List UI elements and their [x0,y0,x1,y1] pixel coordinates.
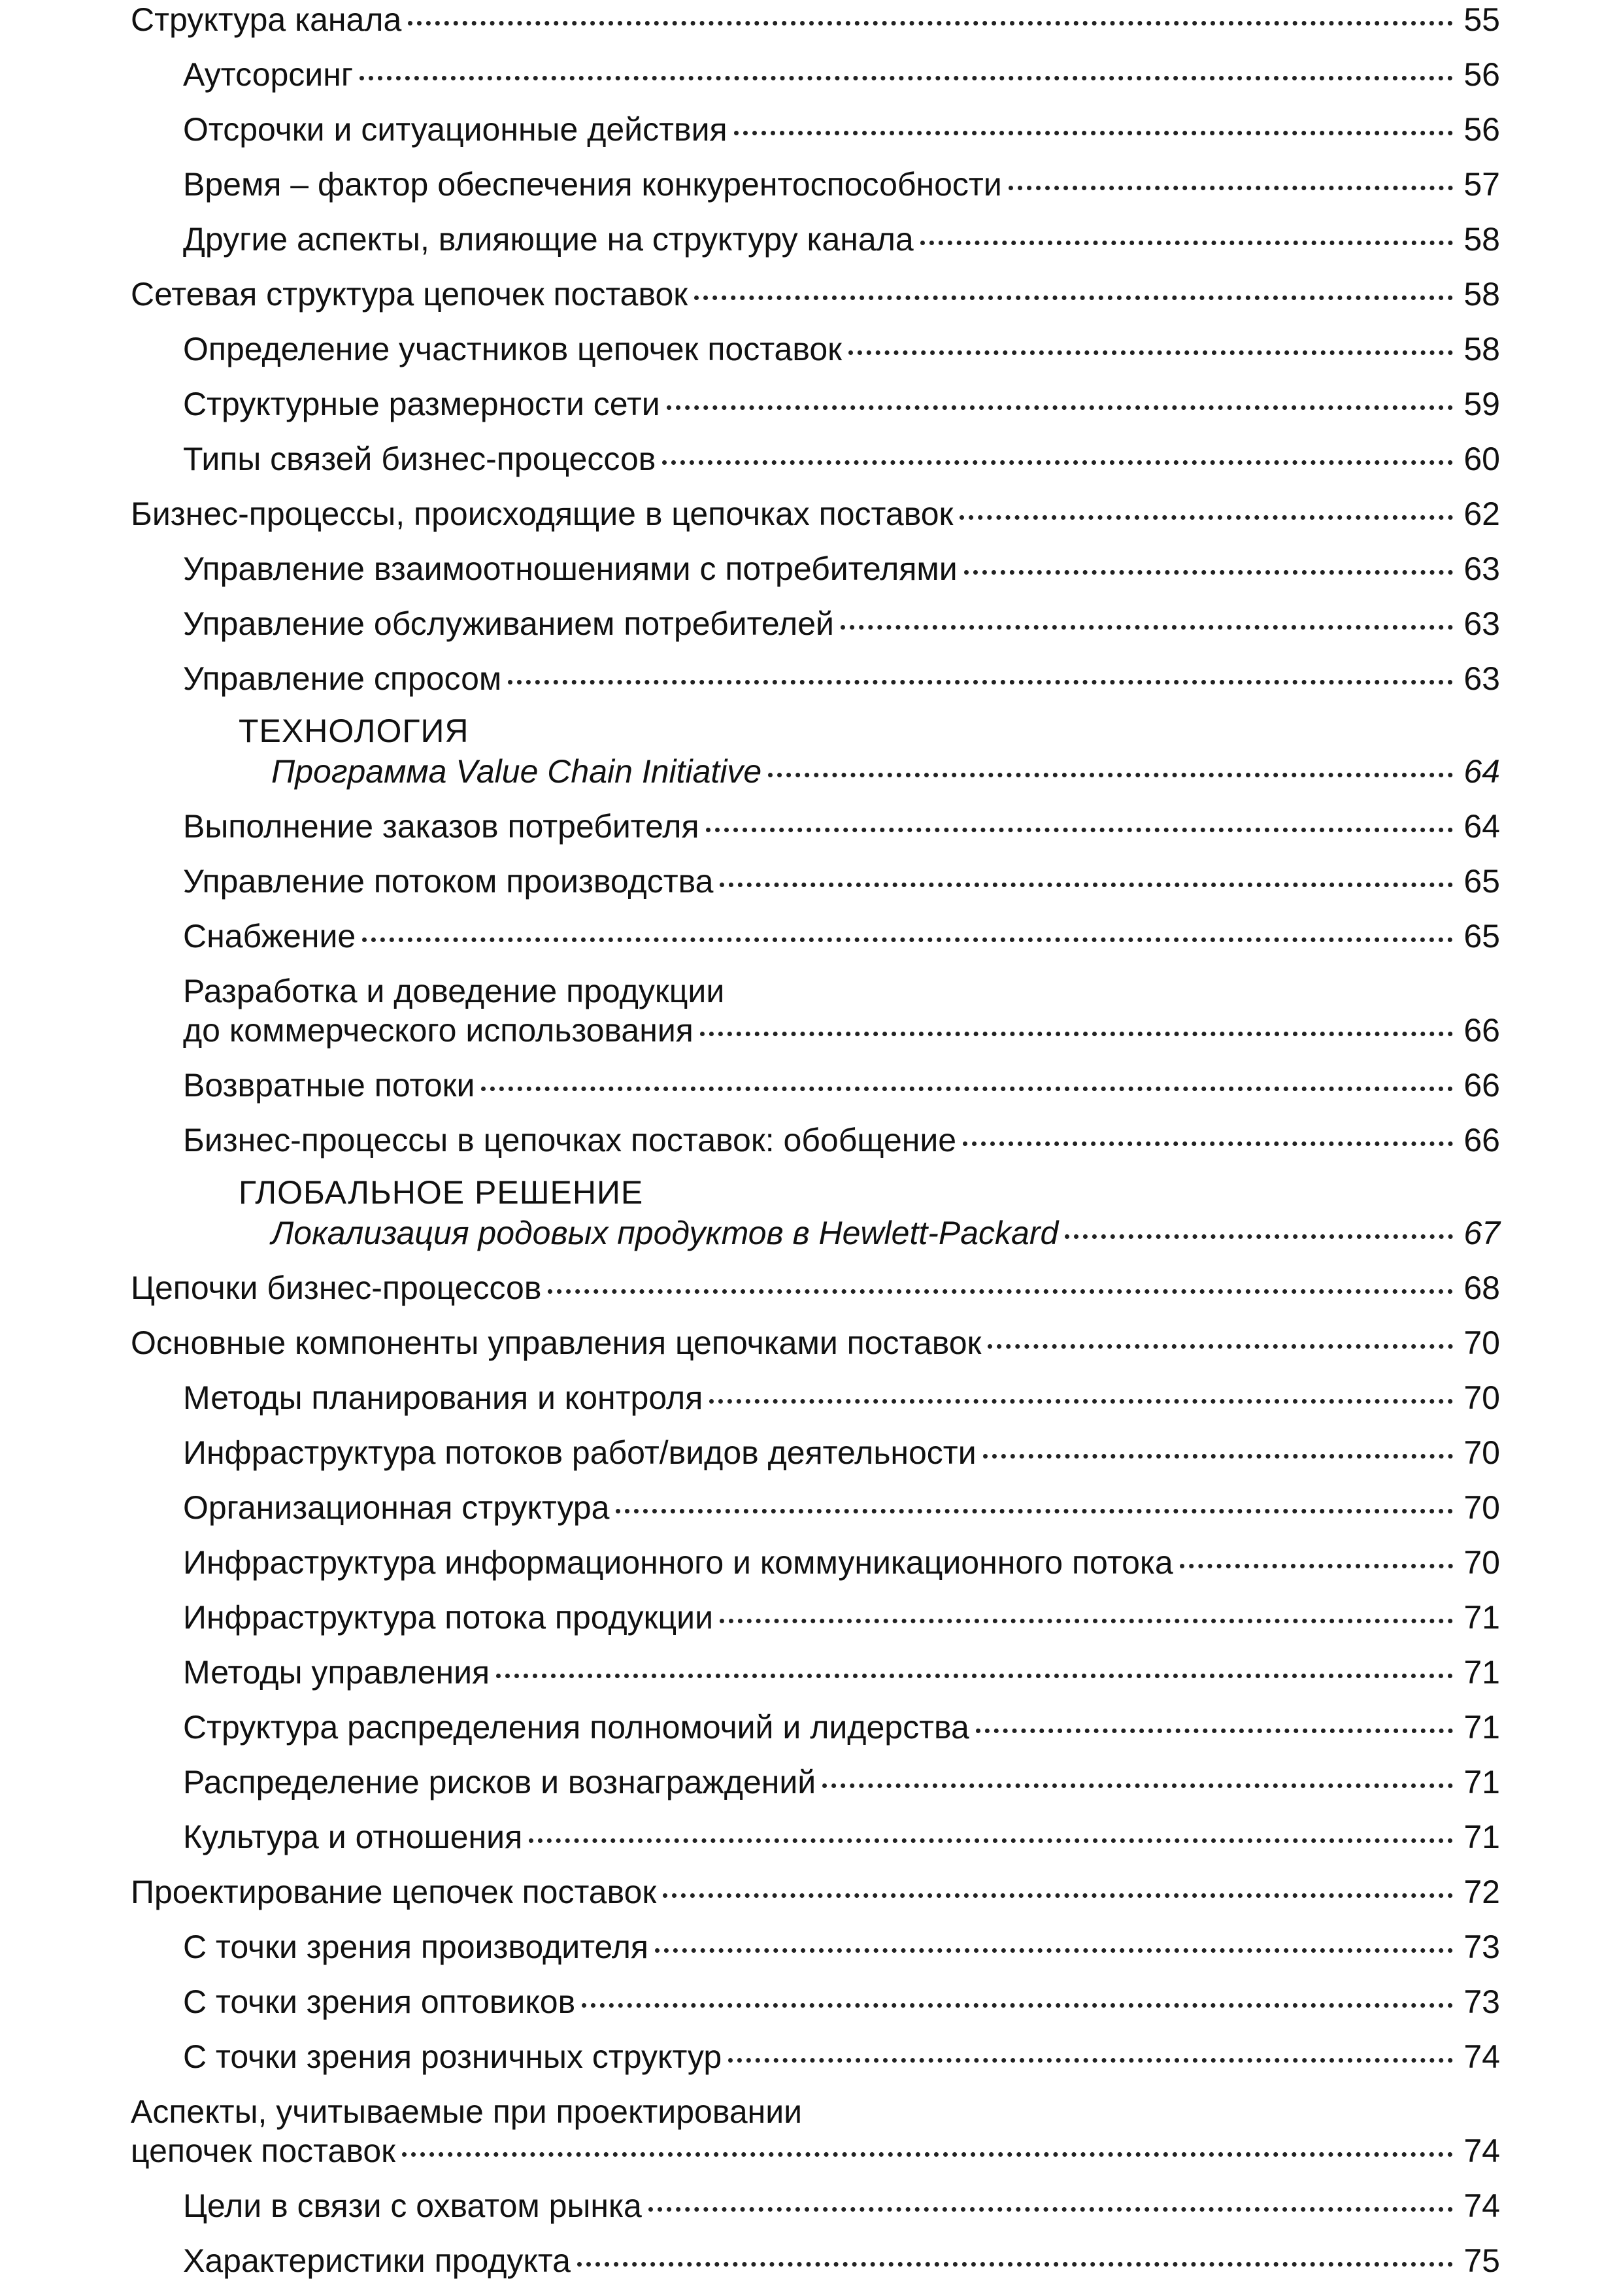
toc-entry[interactable] [131,275,1500,329]
toc-page-number: 57 [1463,166,1500,203]
toc-entry[interactable] [131,1708,1500,1763]
toc-entry[interactable] [131,220,1500,275]
dot-leader [963,1141,1453,1146]
toc-entry-title: Определение участников цепочек поставок [183,331,843,367]
toc-page-number: 70 [1463,1325,1500,1361]
toc-page-number: 60 [1463,441,1500,477]
toc-page-number: 74 [1463,2133,1500,2169]
toc-page-number: 63 [1463,605,1500,642]
toc-entry-title: С точки зрения производителя [183,1929,648,1965]
toc-entry[interactable] [131,1543,1500,1598]
dot-leader [848,350,1453,355]
toc-entry[interactable] [131,1378,1500,1433]
dot-leader [663,1893,1453,1898]
toc-entry[interactable] [131,384,1500,439]
toc-page-number: 71 [1463,1709,1500,1746]
toc-page-number: 66 [1463,1122,1500,1158]
toc-entry[interactable] [131,439,1500,494]
toc-page-number: 72 [1463,1874,1500,1910]
toc-entry[interactable] [131,1121,1500,1175]
toc-entry[interactable] [131,55,1500,110]
toc-entry[interactable] [131,1763,1500,1817]
toc-entry[interactable] [131,2092,1500,2186]
dot-leader [648,2207,1453,2212]
toc-entry-title: Время – фактор обеспечения конкурентоспособности [183,166,1002,203]
toc-entry-title: Методы планирования и контроля [183,1379,703,1416]
dot-leader [362,937,1453,942]
toc-entry-title: Управление потоком производства [183,863,714,900]
toc-entry-title: Распределение рисков и вознаграждений [183,1764,816,1800]
toc-entry[interactable] [131,1817,1500,1872]
toc-entry[interactable] [131,2037,1500,2092]
dot-leader [720,883,1453,887]
toc-entry-title: Программа Value Chain Initiative [271,753,762,790]
toc-entry-title: Отсрочки и ситуационные действия [183,111,727,148]
toc-page-number: 66 [1463,1012,1500,1049]
toc-entry[interactable] [131,1433,1500,1488]
toc-entry[interactable] [131,549,1500,604]
toc-entry-title: Инфраструктура потока продукции [183,1599,714,1636]
dot-leader [694,295,1453,300]
toc-entry[interactable] [131,494,1500,549]
dot-leader [841,625,1453,630]
toc-entry-title-line2: до коммерческого использования [183,1012,694,1049]
toc-page-number: 74 [1463,2187,1500,2224]
toc-page-number: 70 [1463,1544,1500,1581]
toc-page-number: 71 [1463,1764,1500,1800]
box-heading-technology: ТЕХНОЛОГИЯ [239,713,469,749]
toc-page-number: 66 [1463,1067,1500,1104]
toc-page-number: 55 [1463,1,1500,38]
toc-page-number: 73 [1463,1984,1500,2020]
toc-entry-title: Управление обслуживанием потребителей [183,605,834,642]
toc-entry[interactable] [131,2241,1500,2296]
toc-page-number: 71 [1463,1654,1500,1691]
toc-page-number: 73 [1463,1929,1500,1965]
toc-entry-title: Структурные размерности сети [183,386,660,422]
toc-page-number: 64 [1463,808,1500,845]
toc-page-number: 71 [1463,1599,1500,1636]
dot-leader [662,460,1453,465]
toc-entry[interactable] [131,1927,1500,1982]
toc-entry-title: Структура распределения полномочий и лидерства [183,1709,969,1746]
toc-page-number: 70 [1463,1379,1500,1416]
toc-entry-title: Инфраструктура информационного и коммуникационного потока [183,1544,1173,1581]
dot-leader [983,1454,1453,1459]
dot-leader [768,773,1453,777]
dot-leader [960,515,1453,520]
toc-entry[interactable] [131,165,1500,220]
dot-leader [577,2262,1453,2267]
toc-entry-title-line2: цепочек поставок [131,2133,396,2169]
toc-entry[interactable] [131,1066,1500,1121]
dot-leader [548,1289,1453,1294]
toc-entry-title: Снабжение [183,918,356,954]
toc-entry-title: Культура и отношения [183,1819,523,1855]
dot-leader [529,1838,1453,1843]
toc-page-number: 67 [1463,1215,1500,1251]
toc-entry[interactable] [131,1653,1500,1708]
dot-leader [616,1509,1453,1513]
toc-entry-title: Методы управления [183,1654,490,1691]
toc-entry[interactable] [131,1982,1500,2037]
toc-entry[interactable] [131,1213,1500,1268]
toc-page-number: 74 [1463,2038,1500,2075]
toc-page-number: 75 [1463,2242,1500,2279]
toc-entry-title: Характеристики продукта [183,2242,571,2279]
dot-leader [582,2003,1453,2008]
toc-entry-title: Управление спросом [183,660,502,697]
toc-page-number: 59 [1463,386,1500,422]
toc-entry-title: Инфраструктура потоков работ/видов деятельности [183,1434,977,1471]
dot-leader [964,570,1453,575]
toc-entry-title: Организационная структура [183,1489,610,1526]
toc-entry-title: Управление взаимоотношениями с потребителями [183,550,958,587]
dot-leader [822,1783,1453,1788]
toc-entry-title: Бизнес-процессы, происходящие в цепочках поставок [131,496,954,532]
dot-leader [709,1399,1453,1404]
toc-page-number: 58 [1463,276,1500,312]
dot-leader [667,405,1453,410]
toc-entry[interactable] [131,917,1500,971]
toc-entry-title: Проектирование цепочек поставок [131,1874,657,1910]
toc-entry-title: Сетевая структура цепочек поставок [131,276,688,312]
dot-leader [508,680,1453,684]
toc-entry-title: С точки зрения розничных структур [183,2038,722,2075]
toc-entry-title: Структура канала [131,1,402,38]
toc-entry[interactable] [131,1872,1500,1927]
toc-entry[interactable] [131,329,1500,384]
toc-page-number: 56 [1463,56,1500,93]
toc-entry-title: Цели в связи с охватом рынка [183,2187,642,2224]
toc-entry-title: Возвратные потоки [183,1067,475,1104]
box-heading-global-solution: ГЛОБАЛЬНОЕ РЕШЕНИЕ [239,1174,644,1211]
toc-entry[interactable] [131,862,1500,917]
toc-entry[interactable] [131,110,1500,165]
dot-leader [988,1344,1453,1349]
dot-leader [1009,186,1453,190]
toc-entry-title: Типы связей бизнес-процессов [183,441,656,477]
toc-page-number: 70 [1463,1434,1500,1471]
toc-entry[interactable] [131,1323,1500,1378]
dot-leader [720,1619,1453,1623]
toc-page-number: 58 [1463,221,1500,258]
toc-entry-title: Основные компоненты управления цепочками поставок [131,1325,982,1361]
dot-leader [728,2058,1453,2063]
dot-leader [1065,1234,1453,1239]
toc-page-number: 65 [1463,918,1500,954]
toc-page-number: 68 [1463,1270,1500,1306]
toc-entry[interactable] [131,1598,1500,1653]
toc-page-number: 56 [1463,111,1500,148]
dot-leader [408,21,1453,25]
toc-entry-title: Выполнение заказов потребителя [183,808,699,845]
dot-leader [1180,1564,1453,1568]
dot-leader [359,76,1453,80]
toc-entry-title: Бизнес-процессы в цепочках поставок: обобщение [183,1122,957,1158]
dot-leader [920,241,1453,245]
toc-entry-title: Локализация родовых продуктов в Hewlett-Packard [271,1215,1059,1251]
toc-entry-title: Другие аспекты, влияющие на структуру канала [183,221,914,258]
dot-leader [402,2152,1453,2157]
toc-page-number: 65 [1463,863,1500,900]
toc-entry[interactable] [131,752,1500,807]
dot-leader [655,1948,1453,1953]
toc-entry-title-line1: Разработка и доведение продукции [183,973,725,1009]
toc-page-number: 64 [1463,753,1500,790]
toc-page-number: 71 [1463,1819,1500,1855]
toc-entry-title: Аутсорсинг [183,56,354,93]
dot-leader [734,131,1453,135]
dot-leader [706,828,1453,832]
dot-leader [481,1087,1453,1091]
toc-entry[interactable] [131,807,1500,862]
toc-entry[interactable] [131,2186,1500,2241]
toc-entry[interactable] [131,1268,1500,1323]
toc-page-number: 63 [1463,550,1500,587]
toc-entry-title: С точки зрения оптовиков [183,1984,576,2020]
toc-entry[interactable] [131,971,1500,1066]
dot-leader [700,1032,1453,1036]
toc-page-number: 58 [1463,331,1500,367]
dot-leader [976,1729,1453,1733]
toc-entry[interactable] [131,0,1500,55]
dot-leader [496,1674,1453,1678]
toc-entry[interactable] [131,1488,1500,1543]
toc-entry-title-line1: Аспекты, учитываемые при проектировании [131,2093,803,2130]
toc-entry[interactable] [131,659,1500,714]
toc-entry[interactable] [131,604,1500,659]
toc-page-number: 62 [1463,496,1500,532]
toc-entry-title: Цепочки бизнес-процессов [131,1270,542,1306]
toc-page-number: 63 [1463,660,1500,697]
toc-page-number: 70 [1463,1489,1500,1526]
